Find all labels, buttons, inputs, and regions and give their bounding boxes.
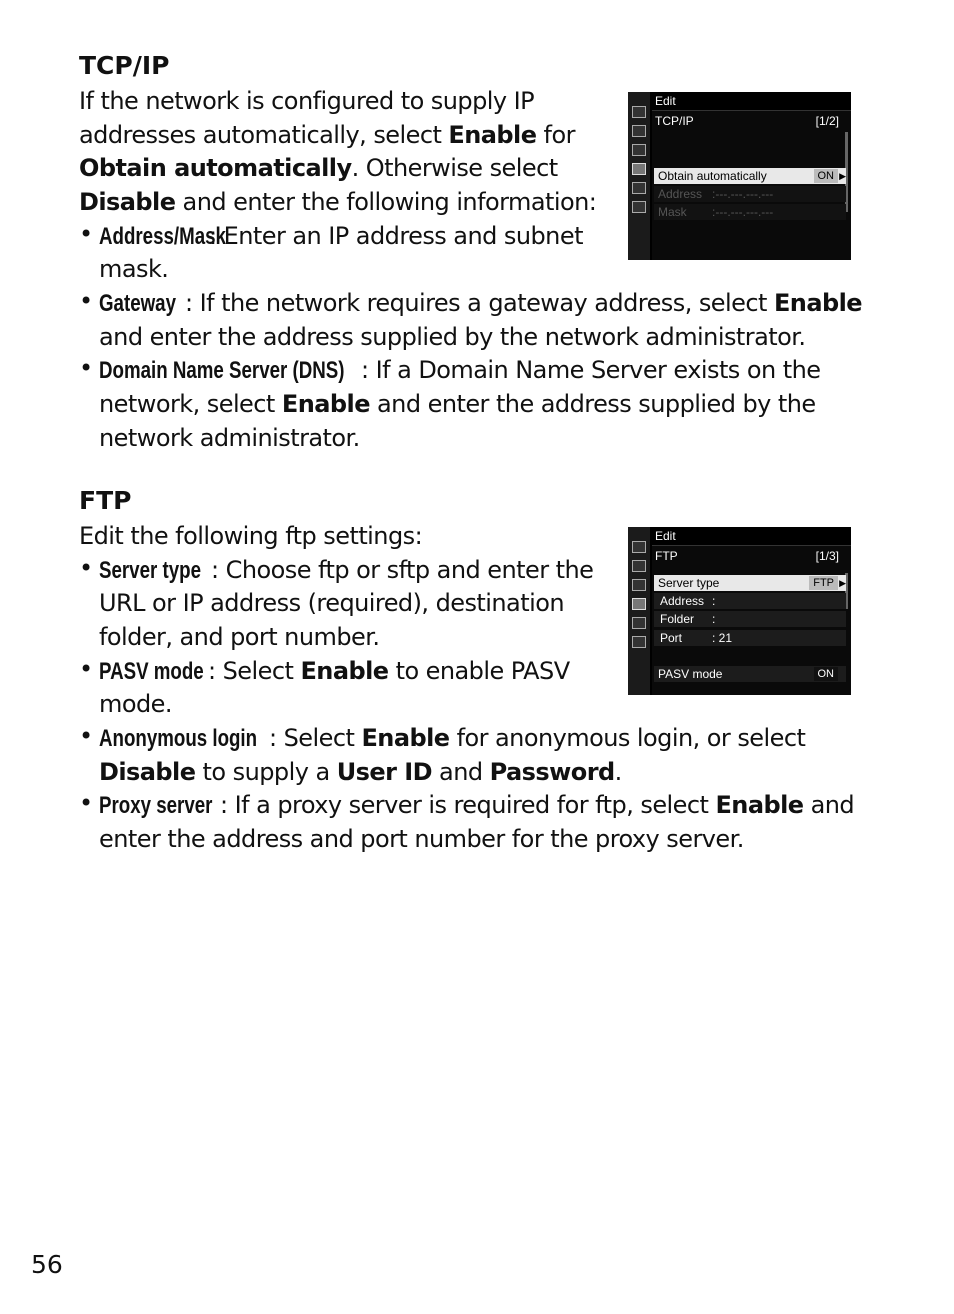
ftp-heading: FTP xyxy=(79,486,132,515)
bullet-anonymous-login: Anonymous login : Select Enable for anonymous login, or select xyxy=(99,724,806,752)
screen-subtitle: FTP xyxy=(655,549,678,563)
playback-menu-icon xyxy=(632,106,646,118)
bullet: • xyxy=(79,722,94,750)
menu-row-mask[interactable] xyxy=(654,204,846,220)
bullet: • xyxy=(79,287,94,315)
menu-row-folder[interactable] xyxy=(654,611,846,627)
retouch-menu-icon xyxy=(632,182,646,194)
row-value: : 21 xyxy=(712,631,733,645)
setup-menu-icon xyxy=(632,163,646,175)
playback-menu-icon xyxy=(632,541,646,553)
row-value: FTP xyxy=(809,576,838,590)
custom-settings-icon xyxy=(632,144,646,156)
tcpip-camera-screen xyxy=(628,92,851,260)
row-value: :---.---.---.--- xyxy=(712,205,774,219)
bullet: • xyxy=(79,789,94,817)
menu-row-server-type[interactable] xyxy=(654,575,846,591)
tcpip-intro-line-3: Obtain automatically. Otherwise select xyxy=(79,154,558,182)
tcpip-intro-line-1: If the network is configured to supply IP xyxy=(79,87,535,115)
bullet-gateway: Gateway : If the network requires a gateway address, select Enable xyxy=(99,289,863,317)
bullet-proxy-server-cont: enter the address and port number for the proxy server. xyxy=(99,825,744,853)
my-menu-icon xyxy=(632,201,646,213)
menu-panel xyxy=(652,110,851,260)
screen-subtitle: TCP/IP xyxy=(655,114,694,128)
menu-row-address[interactable] xyxy=(654,593,846,609)
row-label: Folder xyxy=(660,612,695,626)
bullet-pasv-mode: PASV mode : Select Enable to enable PASV xyxy=(99,657,570,685)
bullet-server-type-cont-2: folder, and port number. xyxy=(99,623,380,651)
bullet-gateway-cont: and enter the address supplied by the network administrator. xyxy=(99,323,806,351)
menu-tab-bar xyxy=(628,527,650,695)
row-label: Address xyxy=(660,594,705,608)
row-value: : xyxy=(712,612,716,626)
bullet-server-type-cont-1: URL or IP address (required), destination xyxy=(99,589,564,617)
custom-settings-icon xyxy=(632,579,646,591)
menu-row-obtain-automatically[interactable] xyxy=(654,168,846,184)
arrow-right-icon: ▶ xyxy=(839,171,846,181)
menu-row-port[interactable] xyxy=(654,630,846,646)
bullet-address-mask: Address/Mask: Enter an IP address and subnet xyxy=(99,222,583,250)
retouch-menu-icon xyxy=(632,617,646,629)
tcpip-intro-line-4: Disable and enter the following information: xyxy=(79,188,597,216)
row-value: ON xyxy=(814,667,839,681)
row-label: PASV mode xyxy=(658,667,723,681)
setup-menu-icon xyxy=(632,598,646,610)
bullet-server-type: Server type : Choose ftp or sftp and enter the xyxy=(99,556,594,584)
row-value: : xyxy=(712,594,716,608)
ftp-camera-screen xyxy=(628,527,851,695)
arrow-right-icon: ▶ xyxy=(839,578,846,588)
row-label: Server type xyxy=(658,576,720,590)
bullet: • xyxy=(79,554,94,582)
bullet-proxy-server: Proxy server : If a proxy server is required for ftp, select Enable and xyxy=(99,791,855,819)
shooting-menu-icon xyxy=(632,560,646,572)
row-label: Mask xyxy=(658,205,687,219)
menu-row-pasv-mode[interactable] xyxy=(654,666,846,682)
bullet-anonymous-login-cont: Disable to supply a User ID and Password. xyxy=(99,758,622,786)
page-indicator: [1/2] xyxy=(815,114,839,128)
shooting-menu-icon xyxy=(632,125,646,137)
bullet-dns: Domain Name Server (DNS) : If a Domain Name Server exists on the xyxy=(99,356,821,384)
bullet: • xyxy=(79,655,94,683)
row-label: Obtain automatically xyxy=(658,169,767,183)
bullet-dns-cont-2: network administrator. xyxy=(99,424,360,452)
bullet: • xyxy=(79,354,94,382)
my-menu-icon xyxy=(632,636,646,648)
screen-title: Edit xyxy=(655,529,676,543)
page-number: 56 xyxy=(31,1250,63,1279)
bullet-address-mask-cont: mask. xyxy=(99,255,169,283)
row-label: Port xyxy=(660,631,683,645)
row-value: :---.---.---.--- xyxy=(712,187,774,201)
tcpip-heading: TCP/IP xyxy=(79,51,170,80)
tcpip-intro-line-2: addresses automatically, select Enable for xyxy=(79,121,575,149)
screen-title: Edit xyxy=(655,94,676,108)
ftp-intro: Edit the following ftp settings: xyxy=(79,522,423,550)
row-label: Address xyxy=(658,187,703,201)
row-value: ON xyxy=(814,169,839,183)
bullet-pasv-mode-cont: mode. xyxy=(99,690,172,718)
page-indicator: [1/3] xyxy=(815,549,839,563)
menu-tab-bar xyxy=(628,92,650,260)
bullet: • xyxy=(79,220,94,248)
menu-row-address[interactable] xyxy=(654,186,846,202)
bullet-dns-cont-1: network, select Enable and enter the address supplied by the xyxy=(99,390,816,418)
